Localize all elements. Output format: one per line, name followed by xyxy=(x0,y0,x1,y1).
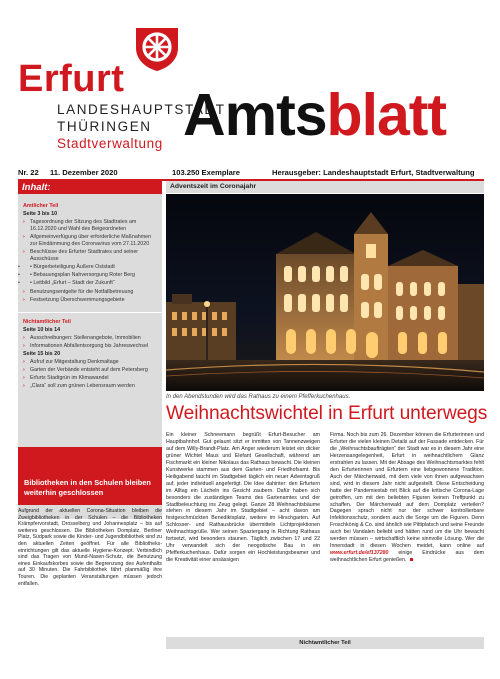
toc-item[interactable]: › Beschlüsse des Erfurter Stadtrates und seiner Ausschüsse xyxy=(23,249,158,263)
toc-item[interactable]: › Festsetzung Überschwemmungsgebiete xyxy=(23,297,158,304)
issue-info-bar xyxy=(18,166,484,179)
toc-list xyxy=(23,359,158,390)
toc-subitem[interactable]: • • Bebauungsplan Nahversorgung Roter Berg xyxy=(23,272,158,279)
toc-sublist xyxy=(23,264,158,287)
toc-item[interactable]: › Benutzungsentgelte für die Notfallbetreuung xyxy=(23,289,158,296)
publication-title xyxy=(183,82,447,148)
library-notice-title: Bibliotheken in den Schulen bleiben weiterhin geschlossen xyxy=(18,447,162,505)
publisher: Herausgeber: Landeshauptstadt Erfurt, Stadtverwaltung xyxy=(272,168,475,177)
toc-divider xyxy=(18,312,162,313)
toc-item[interactable]: › Informationen Abfallentsorgung bis Jahreswechsel xyxy=(23,343,158,350)
toc-item[interactable]: › „Clara“ soll zum grünen Lebensraum werden xyxy=(23,383,158,390)
issue-number: Nr. 22 xyxy=(18,168,39,177)
toc-list xyxy=(23,219,158,263)
toc-pages: Seite 15 bis 20 xyxy=(23,350,61,357)
toc-item[interactable]: › Erfurts Stadtgrün im Klimawandel xyxy=(23,375,158,382)
toc-item[interactable]: › Ausschreibungen: Stellenangebote, Immobilien xyxy=(23,335,158,342)
toc-item[interactable]: › Garten der Verbände entsteht auf dem Petersberg xyxy=(23,367,158,374)
toc-subitem[interactable]: • • Bürgerbeteiligung Äußere Oststadt xyxy=(23,264,158,271)
article-body xyxy=(166,432,484,564)
circulation: 103.250 Exemplare xyxy=(172,168,240,177)
town-hall-photo xyxy=(166,194,484,391)
toc-item[interactable]: › Aufruf zur Mitgestaltung Denkmaltage xyxy=(23,359,158,366)
article-end-mark-icon xyxy=(410,558,413,561)
toc-title: Inhalt: xyxy=(18,181,162,194)
city-logo-text: Erfurt xyxy=(18,58,125,100)
title-blatt: blatt xyxy=(326,82,447,148)
issue-date: 11. Dezember 2020 xyxy=(50,168,118,177)
toc-section-head: Nichtamtlicher Teil xyxy=(23,318,71,325)
erfurt-wheel-crest-icon xyxy=(132,22,182,72)
toc-item[interactable]: › Tagesordnung der Sitzung des Stadtrates am 16.12.2020 und Wahl des Beigeordneten xyxy=(23,219,158,233)
article-link[interactable]: www.erfurt.de/ef137280 xyxy=(330,550,389,557)
toc-list xyxy=(23,335,158,350)
toc-section-official xyxy=(18,203,162,304)
toc-item[interactable]: › Allgemeinverfügung über erforderliche Maßnahmen zur Eindämmung des Coronavirus vom 27.11.2020 xyxy=(23,234,158,248)
toc-pages: Seite 3 bis 10 xyxy=(23,211,58,217)
section-bar: Adventszeit im Coronajahr xyxy=(166,181,484,193)
logo-subline-thueringen: THÜRINGEN xyxy=(57,119,152,134)
toc-pages: Seite 10 bis 14 xyxy=(23,326,61,333)
library-notice-text: Aufgrund der aktuellen Corona-Situation bleiben die Zweigbibliotheken in der Schulen – die Bibliotheken Krämpfervorstadt, Drosselberg und Johannesplatz – bis auf weiteres geschlossen. Die Bibliotheken Domplatz, Berliner Platz, Südpark sowie die Kinder- und Jugendbibliothek sind zu den aktuellen Zeiten geöffnet. Für alle Bibliothekseinrichtungen gilt das aktuelle Hygiene-Konzept. Verbindlich sind das Tragen von Mund-Nasen-Schutz, die Benutzung eines Einkaufskorbes sowie die Begrenzung des Aufenthalts auf 30 Minuten. Die Fahrbibliothek fährt planmäßig ihre Touren. Die geplanten Veranstaltungen müssen jedoch entfallen. xyxy=(18,508,162,587)
logo-subline-stadtverwaltung: Stadtverwaltung xyxy=(57,136,163,151)
toc-section-unofficial xyxy=(18,319,162,391)
article-column-2-text: Firma. Noch bis zum 26. Dezember können die Erfurterinnen und Erfurter die vielen kleinen Details auf der Fassade entdecken. Für die „Weihnachtsbaufträgten“ der Stadt war es in diesem Jahr eine Herzensangelegenheit, Erfurt in weihnachtlichem Glanz erstrahlen zu lassen. Mit der Absage des Weihnachtsmarktes fehlt den Erfurterinnen und Erfurtern eine liebgewonnene Tradition. Auch der Märchenwald, mit dem viele von ihnen aufgewachsen sind, wird in diesem Jahr nicht aufgestellt. Diese Entscheidung hatte der Pandemiestab mit Blick auf die kritische Corona-Lage getroffen, um mit den beliebten Figuren keinen Treffpunkt zu schaffen. Der Märchenwald auf dem Domplatz verteilen? Dagegen sprach nicht nur der schwer kontrollierbare Infektionsschutz, sondern auch die Sorge um die Figuren. Denn Froschkönig & Co. sind ähnlich wie Pittiplatsch und seine Freunde auch bei Vandalen beliebt und hätten rund um die Uhr bewacht werden müssen – wirtschaftlich keine sinnvolle Lösung. Wer die Innenstadt in diesen Wochen meidet, kann online auf xyxy=(330,432,484,550)
title-amts: Amts xyxy=(183,82,327,148)
footer-section-label: Nichtamtlicher Teil xyxy=(166,637,484,649)
toc-section-head: Amtlicher Teil xyxy=(23,203,59,209)
toc-subitem[interactable]: • • Leitbild „Erfurt – Stadt der Zukunft“ xyxy=(23,280,158,287)
logo-subline-landeshauptstadt: LANDESHAUPTSTADT xyxy=(57,102,226,117)
article-column-2 xyxy=(330,432,484,564)
article-column-2-text-end: einige Eindrücke aus dem weihnachtlichen Erfurt genießen. xyxy=(330,550,484,564)
photo-caption: In den Abendstunden wird das Rathaus zu einem Pfefferkuchenhaus. xyxy=(166,394,351,400)
toc-list xyxy=(23,289,158,304)
article-column-1: Ein kleiner Schneemann begrüßt Erfurt-Besucher am Hauptbahnhof. Gut gelaunt sitzt er inmitten von Tannenzweigen auf dem Willy-Brandt-Platz. Am Anger wiederum leistet ein dicker grüner Wichtel Maus und Elefant Gesellschaft, während am Fischmarkt ein kleiner Nikolaus das Rathaus bewacht. Die kleinen Kunstwerke stammen aus dem Garten- und Friedhofsamt. Bis Heiligabend taucht im Stadtgebiet täglich ein neuer Adventsgruß auf, jeder individuell angefertigt. Die Idee dahinter: den Erfurtern im Alltag ein Lächeln ins Gesicht zaubern. Dafür haben sich besonders die zuständigen Teams des Gartenamtes und der Stadtbeleuchtung ins Zeug gelegt. Ganze 28 Weihnachtsbäume stehen in diesem Jahr im Stadtgebiet – acht davon am festgeschmückten Benediktsplatz, weitere im Hirschgarten. Auf Schlosser- und Rathausbrücke übermitteln Lichtprojektionen Weihnachtsgrüße. Wer seinen Spaziergang in Richtung Rathaus fortsetzt, wird besonders staunen. Täglich zwischen 17 und 22 Uhr verwandelt sich der neogotische Bau in ein Pfefferkuchenhaus. Dafür sorgen ein Hochleistungsbeamer und die Kreativität einer ansässigen xyxy=(166,432,320,564)
article-headline: Weihnachtswichtel in Erfurt unterwegs xyxy=(166,403,488,424)
